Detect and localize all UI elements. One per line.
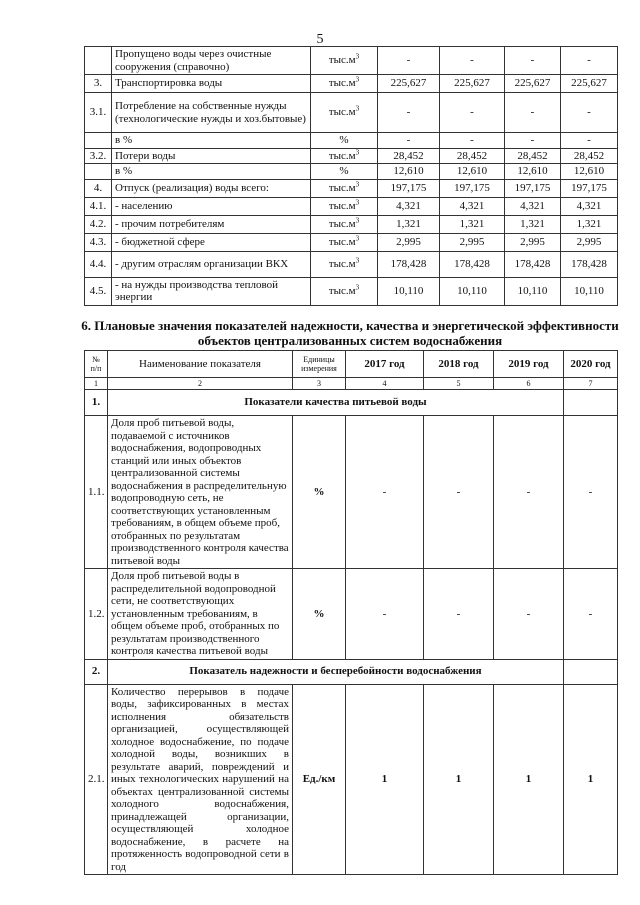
value-2019: - bbox=[494, 569, 564, 660]
index-cell: 6 bbox=[494, 378, 564, 390]
header-row bbox=[85, 351, 618, 378]
row-value: 1,321 bbox=[561, 215, 618, 233]
row-num: 4. bbox=[85, 179, 112, 197]
row-value: 197,175 bbox=[505, 179, 561, 197]
header-num: № п/п bbox=[85, 351, 108, 378]
index-cell: 3 bbox=[293, 378, 346, 390]
row-unit: Ед./км bbox=[293, 684, 346, 875]
unit-superscript: 3 bbox=[355, 104, 360, 113]
row-value: 28,452 bbox=[440, 148, 505, 164]
table-row bbox=[85, 416, 618, 569]
row-name: Количество перерывов в подаче воды, зафиксированных в местах исполнения обязательств организацией, осуществляющей холодное водоснабжение, по подаче холодной воды, возникших в результате аварий, повреждений и иных технологических нарушений на объектах централизованной системы холодного водоснабжения, принадлежащей организации, осуществляющей холодное водоснабжение, в расчете на протяженность водопроводной сети в год bbox=[108, 684, 293, 875]
value-2018: - bbox=[424, 416, 494, 569]
unit-superscript: 3 bbox=[355, 180, 360, 189]
row-name: - другим отраслям организации ВКХ bbox=[112, 251, 311, 277]
row-value: 12,610 bbox=[561, 164, 618, 180]
table-row bbox=[85, 215, 618, 233]
row-value: - bbox=[378, 93, 440, 133]
row-unit: $тыс.м^3$ bbox=[311, 93, 378, 133]
row-value: 10,110 bbox=[440, 277, 505, 305]
section-title: Показатель надежности и бесперебойности водоснабжения bbox=[108, 659, 564, 684]
row-unit: $тыс.м^3$ bbox=[311, 47, 378, 75]
row-value: - bbox=[440, 47, 505, 75]
row-value: - bbox=[561, 133, 618, 149]
row-value: 2,995 bbox=[561, 233, 618, 251]
unit-superscript: 3 bbox=[355, 256, 360, 265]
row-value: 1,321 bbox=[378, 215, 440, 233]
index-cell: 1 bbox=[85, 378, 108, 390]
row-name: Потери воды bbox=[112, 148, 311, 164]
table-row bbox=[85, 47, 618, 75]
value-2018: 1 bbox=[424, 684, 494, 875]
row-value: 178,428 bbox=[505, 251, 561, 277]
section-num: 2. bbox=[85, 659, 108, 684]
row-name: в % bbox=[112, 164, 311, 180]
value-2017: - bbox=[346, 569, 424, 660]
row-value: - bbox=[440, 93, 505, 133]
row-value: 178,428 bbox=[440, 251, 505, 277]
row-value: 12,610 bbox=[378, 164, 440, 180]
header-2020: 2020 год bbox=[564, 351, 618, 378]
section-row bbox=[85, 390, 618, 416]
row-value: - bbox=[561, 93, 618, 133]
section-title: Показатели качества питьевой воды bbox=[108, 390, 564, 416]
index-row bbox=[85, 378, 618, 390]
row-value: 12,610 bbox=[440, 164, 505, 180]
row-value: 225,627 bbox=[440, 75, 505, 93]
value-2017: - bbox=[346, 416, 424, 569]
row-value: 12,610 bbox=[505, 164, 561, 180]
row-value: 178,428 bbox=[378, 251, 440, 277]
table-row bbox=[85, 75, 618, 93]
row-num bbox=[85, 164, 112, 180]
row-value: 1,321 bbox=[505, 215, 561, 233]
row-value: 1,321 bbox=[440, 215, 505, 233]
row-value: - bbox=[378, 133, 440, 149]
value-2020: 1 bbox=[564, 684, 618, 875]
value-2017: 1 bbox=[346, 684, 424, 875]
value-2020: - bbox=[564, 569, 618, 660]
row-num: 4.4. bbox=[85, 251, 112, 277]
row-value: - bbox=[505, 133, 561, 149]
row-unit: $тыс.м^3$ bbox=[311, 233, 378, 251]
row-value: 4,321 bbox=[561, 197, 618, 215]
row-name: Доля проб питьевой воды, подаваемой с источников водоснабжения, водопроводных станций или иных объектов централизованной системы водоснабжения в распределительную водопроводную сеть, не соответствующих установленным требованиям, в общем объеме проб, отобранных по результатам производственного контроля качества питьевой воды bbox=[108, 416, 293, 569]
index-cell: 7 bbox=[564, 378, 618, 390]
table-row bbox=[85, 148, 618, 164]
row-name: Доля проб питьевой воды в распределительной водопроводной сети, не соответствующих установленным требованиям, в общем объеме проб, отобранных по результатам производственного контроля качества питьевой воды bbox=[108, 569, 293, 660]
row-value: - bbox=[505, 47, 561, 75]
row-value: 4,321 bbox=[440, 197, 505, 215]
row-value: 197,175 bbox=[440, 179, 505, 197]
index-cell: 2 bbox=[108, 378, 293, 390]
unit-superscript: 3 bbox=[355, 147, 360, 156]
index-cell: 4 bbox=[346, 378, 424, 390]
value-2018: - bbox=[424, 569, 494, 660]
value-2020: - bbox=[564, 416, 618, 569]
table-row bbox=[85, 197, 618, 215]
table-row bbox=[85, 277, 618, 305]
row-value: 2,995 bbox=[440, 233, 505, 251]
table-row bbox=[85, 93, 618, 133]
unit-superscript: 3 bbox=[355, 198, 360, 207]
unit-superscript: 3 bbox=[355, 52, 360, 61]
header-unit: Единицы измерения bbox=[293, 351, 346, 378]
row-unit: $тыс.м^3$ bbox=[311, 197, 378, 215]
row-num bbox=[85, 133, 112, 149]
header-name: Наименование показателя bbox=[108, 351, 293, 378]
section-num: 1. bbox=[85, 390, 108, 416]
row-value: 2,995 bbox=[505, 233, 561, 251]
row-value: 4,321 bbox=[505, 197, 561, 215]
row-num: 3. bbox=[85, 75, 112, 93]
row-num bbox=[85, 47, 112, 75]
row-unit: % bbox=[311, 133, 378, 149]
header-2017: 2017 год bbox=[346, 351, 424, 378]
row-name: Пропущено воды через очистные сооружения (справочно) bbox=[112, 47, 311, 75]
row-name: Потребление на собственные нужды (технологические нужды и хоз.бытовые) bbox=[112, 93, 311, 133]
header-2019: 2019 год bbox=[494, 351, 564, 378]
table-row bbox=[85, 684, 618, 875]
row-num: 2.1. bbox=[85, 684, 108, 875]
row-value: 2,995 bbox=[378, 233, 440, 251]
row-unit: $тыс.м^3$ bbox=[311, 215, 378, 233]
row-value: 10,110 bbox=[561, 277, 618, 305]
unit-superscript: 3 bbox=[355, 75, 360, 84]
section-6-title: 6. Плановые значения показателей надежности, качества и энергетической эффективности объектов централизованных систем водоснабжения bbox=[81, 318, 619, 348]
row-name: - населению bbox=[112, 197, 311, 215]
row-value: 10,110 bbox=[378, 277, 440, 305]
row-value: - bbox=[505, 93, 561, 133]
unit-superscript: 3 bbox=[355, 234, 360, 243]
page-number: 5 bbox=[316, 32, 324, 47]
row-num: 4.1. bbox=[85, 197, 112, 215]
row-value: - bbox=[440, 133, 505, 149]
row-value: 10,110 bbox=[505, 277, 561, 305]
row-name: - прочим потребителям bbox=[112, 215, 311, 233]
row-num: 4.5. bbox=[85, 277, 112, 305]
row-unit: $тыс.м^3$ bbox=[311, 179, 378, 197]
unit-superscript: 3 bbox=[355, 283, 360, 292]
row-value: 4,321 bbox=[378, 197, 440, 215]
table-row bbox=[85, 233, 618, 251]
row-value: 197,175 bbox=[561, 179, 618, 197]
row-num: 3.1. bbox=[85, 93, 112, 133]
row-num: 4.2. bbox=[85, 215, 112, 233]
row-name: в % bbox=[112, 133, 311, 149]
row-num: 1.2. bbox=[85, 569, 108, 660]
row-value: 28,452 bbox=[378, 148, 440, 164]
row-unit: % bbox=[293, 416, 346, 569]
row-value: 225,627 bbox=[505, 75, 561, 93]
row-unit: $тыс.м^3$ bbox=[311, 251, 378, 277]
row-unit: % bbox=[311, 164, 378, 180]
row-unit: $тыс.м^3$ bbox=[311, 75, 378, 93]
table-row bbox=[85, 179, 618, 197]
row-value: 178,428 bbox=[561, 251, 618, 277]
value-2019: 1 bbox=[494, 684, 564, 875]
row-value: 28,452 bbox=[505, 148, 561, 164]
value-2019: - bbox=[494, 416, 564, 569]
row-unit: $тыс.м^3$ bbox=[311, 148, 378, 164]
row-num: 1.1. bbox=[85, 416, 108, 569]
row-unit: % bbox=[293, 569, 346, 660]
row-unit: $тыс.м^3$ bbox=[311, 277, 378, 305]
indicators-table bbox=[84, 350, 618, 875]
row-value: 225,627 bbox=[561, 75, 618, 93]
row-value: 197,175 bbox=[378, 179, 440, 197]
empty-cell bbox=[564, 659, 618, 684]
row-value: 28,452 bbox=[561, 148, 618, 164]
row-value: - bbox=[561, 47, 618, 75]
index-cell: 5 bbox=[424, 378, 494, 390]
row-name: - на нужды производства тепловой энергии bbox=[112, 277, 311, 305]
table-row bbox=[85, 251, 618, 277]
row-value: - bbox=[378, 47, 440, 75]
row-num: 3.2. bbox=[85, 148, 112, 164]
row-num: 4.3. bbox=[85, 233, 112, 251]
row-name: Транспортировка воды bbox=[112, 75, 311, 93]
water-balance-table bbox=[84, 46, 618, 306]
table-row bbox=[85, 133, 618, 149]
table-row bbox=[85, 164, 618, 180]
table-row bbox=[85, 569, 618, 660]
section-row bbox=[85, 659, 618, 684]
row-name: Отпуск (реализация) воды всего: bbox=[112, 179, 311, 197]
row-value: 225,627 bbox=[378, 75, 440, 93]
header-2018: 2018 год bbox=[424, 351, 494, 378]
empty-cell bbox=[564, 390, 618, 416]
unit-superscript: 3 bbox=[355, 216, 360, 225]
row-name: - бюджетной сфере bbox=[112, 233, 311, 251]
